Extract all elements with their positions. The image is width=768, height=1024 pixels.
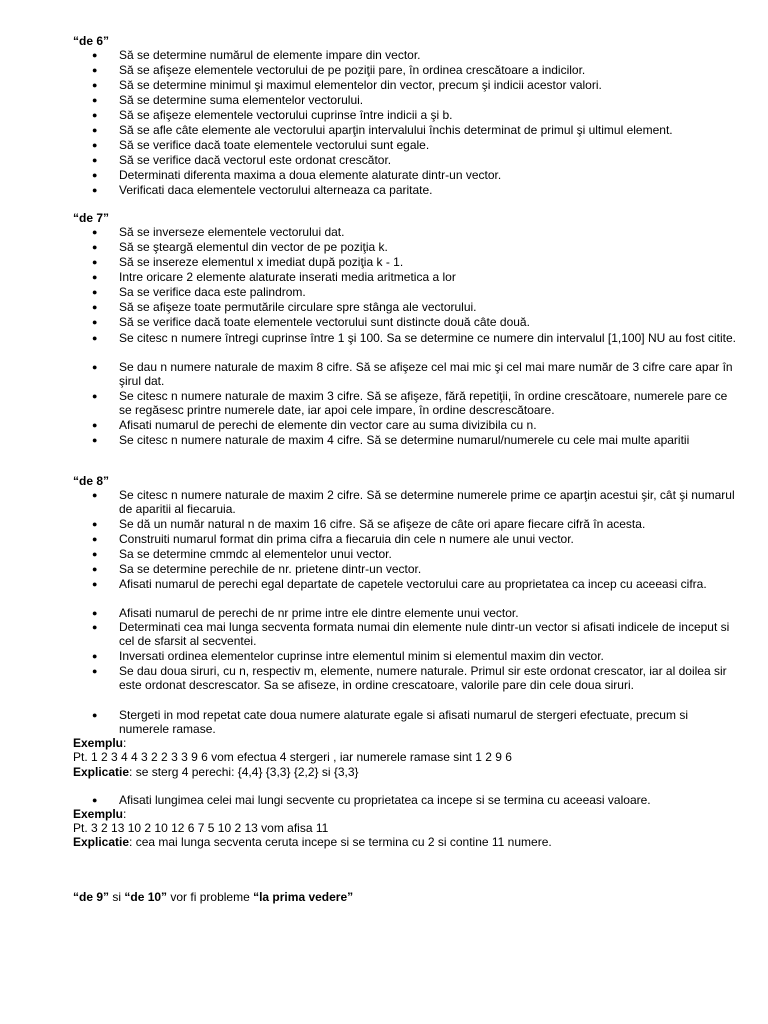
bullet-icon: ● xyxy=(92,155,98,165)
bullet-icon: ● xyxy=(92,50,98,60)
bullet-icon: ● xyxy=(92,287,98,297)
bullet-icon: ● xyxy=(92,227,98,237)
bullet-icon: ● xyxy=(92,564,98,574)
list-item: ● Să se afişeze elementele vectorului cuprinse între indicii a şi b. xyxy=(92,108,453,122)
bullet-icon: ● xyxy=(92,651,98,661)
bullet-icon: ● xyxy=(92,110,98,120)
bullet-icon: ● xyxy=(92,549,98,559)
example-label-1: Exemplu: xyxy=(73,736,127,750)
bullet-icon: ● xyxy=(92,95,98,105)
list-item: ● Afisati numarul de perechi de elemente din vector care au suma divizibila cu n. xyxy=(92,418,537,432)
list-item: ● Afisati numarul de perechi egal departate de capetele vectorului care au proprietatea ca incep cu aceeasi cifra. xyxy=(92,577,707,591)
bullet-icon: ● xyxy=(92,185,98,195)
list-item: ● Să se afişeze elementele vectorului de pe poziţii pare, în ordinea crescătoare a indicilor. xyxy=(92,63,586,77)
list-item: ● Să se verifice dacă vectorul este ordonat crescător. xyxy=(92,153,392,167)
list-item: ● Inversati ordinea elementelor cuprinse intre elementul minim si elementul maxim din vector. xyxy=(92,649,604,663)
list-item: ● Se dau doua siruri, cu n, respectiv m, elemente, numere naturale. Primul sir este ordonat crescator, iar al doilea sir este ordonat descrescator. Sa se afiseze, in ordine crescatoare, valorile pare din cele doua siruri. xyxy=(92,664,727,693)
bullet-icon: ● xyxy=(92,519,98,529)
bullet-icon: ● xyxy=(92,579,98,589)
list-item: ● Afisati lungimea celei mai lungi secvente cu proprietatea ca incepe si se termina cu aceeasi valoare. xyxy=(92,793,651,807)
example-text-1: Pt. 1 2 3 4 4 3 2 2 3 3 9 6 vom efectua 4 stergeri , iar numerele ramase sint 1 2 9 6 xyxy=(73,750,512,764)
bullet-icon: ● xyxy=(92,272,98,282)
list-item: ● Să se determine minimul şi maximul elementelor din vector, precum şi indicii acestor valori. xyxy=(92,78,602,92)
list-item: ● Se citesc n numere naturale de maxim 4 cifre. Să se determine numarul/numerele cu cele mai multe aparitii xyxy=(92,433,690,447)
list-item: ● Afisati numarul de perechi de nr prime intre ele dintre elemente unui vector. xyxy=(92,606,519,620)
bullet-icon: ● xyxy=(92,391,98,401)
example-text-2: Pt. 3 2 13 10 2 10 12 6 7 5 10 2 13 vom afisa 11 xyxy=(73,821,329,835)
list-item: ● Stergeti in mod repetat cate doua numere alaturate egale si afisati numarul de stergeri efectuate, precum si numerele ramase. xyxy=(92,708,688,737)
list-item: ● Determinati diferenta maxima a doua elemente alaturate dintr-un vector. xyxy=(92,168,502,182)
list-item: ● Determinati cea mai lunga secventa formata numai din elemente nule dintr-un vector si afisati indicele de inceput si cel de sfarsit al secventei. xyxy=(92,620,730,649)
explanation-1: Explicatie: se sterg 4 perechi: {4,4} {3,3} {2,2} si {3,3} xyxy=(73,765,359,779)
bullet-icon: ● xyxy=(92,65,98,75)
list-item: ● Să se verifice dacă toate elementele vectorului sunt distincte două câte două. xyxy=(92,315,530,329)
bullet-icon: ● xyxy=(92,795,98,805)
list-item: ● Să se afişeze toate permutările circulare spre stânga ale vectorului. xyxy=(92,300,477,314)
list-item: ● Intre oricare 2 elemente alaturate inserati media aritmetica a lor xyxy=(92,270,456,284)
list-item: ● Să se şteargă elementul din vector de pe poziţia k. xyxy=(92,240,388,254)
bullet-icon: ● xyxy=(92,490,98,500)
section-title-de-8: “de 8” xyxy=(73,474,110,488)
bullet-icon: ● xyxy=(92,435,98,445)
list-item: ● Se citesc n numere întregi cuprinse între 1 şi 100. Sa se determine ce numere din intervalul [1,100] NU au fost citite. xyxy=(92,331,736,345)
list-item: ● Construiti numarul format din prima cifra a fiecaruia din cele n numere ale unui vector. xyxy=(92,532,574,546)
list-item: ● Să se determine suma elementelor vectorului. xyxy=(92,93,364,107)
bullet-icon: ● xyxy=(92,242,98,252)
list-item: ● Sa se verifice daca este palindrom. xyxy=(92,285,306,299)
example-label-2: Exemplu: xyxy=(73,807,127,821)
bullet-icon: ● xyxy=(92,125,98,135)
bullet-icon: ● xyxy=(92,80,98,90)
bullet-icon: ● xyxy=(92,170,98,180)
bullet-icon: ● xyxy=(92,534,98,544)
bullet-icon: ● xyxy=(92,608,98,618)
list-item: ● Să se determine numărul de elemente impare din vector. xyxy=(92,48,421,62)
list-item: ● Se citesc n numere naturale de maxim 3 cifre. Să se afişeze, fără repetiţii, în ordine crescătoare, numerele pare ce se regăsesc printre numerele date, iar apoi cele impare, în ordine descrescătoare. xyxy=(92,389,728,418)
bullet-icon: ● xyxy=(92,622,98,632)
bullet-icon: ● xyxy=(92,257,98,267)
bullet-icon: ● xyxy=(92,420,98,430)
bullet-icon: ● xyxy=(92,710,98,720)
list-item: ● Sa se determine cmmdc al elementelor unui vector. xyxy=(92,547,392,561)
list-item: ● Sa se determine perechile de nr. prietene dintr-un vector. xyxy=(92,562,422,576)
footer-note: “de 9” si “de 10” vor fi probleme “la prima vedere” xyxy=(73,890,354,904)
list-item: ● Să se insereze elementul x imediat după poziţia k - 1. xyxy=(92,255,404,269)
bullet-icon: ● xyxy=(92,666,98,676)
list-item: ● Să se verifice dacă toate elementele vectorului sunt egale. xyxy=(92,138,430,152)
explanation-2: Explicatie: cea mai lunga secventa ceruta incepe si se termina cu 2 si contine 11 numere. xyxy=(73,835,552,849)
section-title-de-6: “de 6” xyxy=(73,34,110,48)
list-item: ● Se citesc n numere naturale de maxim 2 cifre. Să se determine numerele prime ce aparţin acestui şir, cât şi numarul de aparitii al fiecaruia. xyxy=(92,488,735,517)
list-item: ● Se dau n numere naturale de maxim 8 cifre. Să se afişeze cel mai mic şi cel mai mare număr de 3 cifre care apar în şirul dat. xyxy=(92,360,733,389)
list-item: ● Să se afle câte elemente ale vectorului aparţin intervalului închis determinat de primul şi ultimul element. xyxy=(92,123,673,137)
bullet-icon: ● xyxy=(92,333,98,343)
list-item: ● Se dă un număr natural n de maxim 16 cifre. Să se afişeze de câte ori apare fiecare cifră în acesta. xyxy=(92,517,646,531)
bullet-icon: ● xyxy=(92,317,98,327)
list-item: ● Să se inverseze elementele vectorului dat. xyxy=(92,225,345,239)
bullet-icon: ● xyxy=(92,302,98,312)
bullet-icon: ● xyxy=(92,140,98,150)
list-item: ● Verificati daca elementele vectorului alterneaza ca paritate. xyxy=(92,183,433,197)
section-title-de-7: “de 7” xyxy=(73,211,110,225)
bullet-icon: ● xyxy=(92,362,98,372)
